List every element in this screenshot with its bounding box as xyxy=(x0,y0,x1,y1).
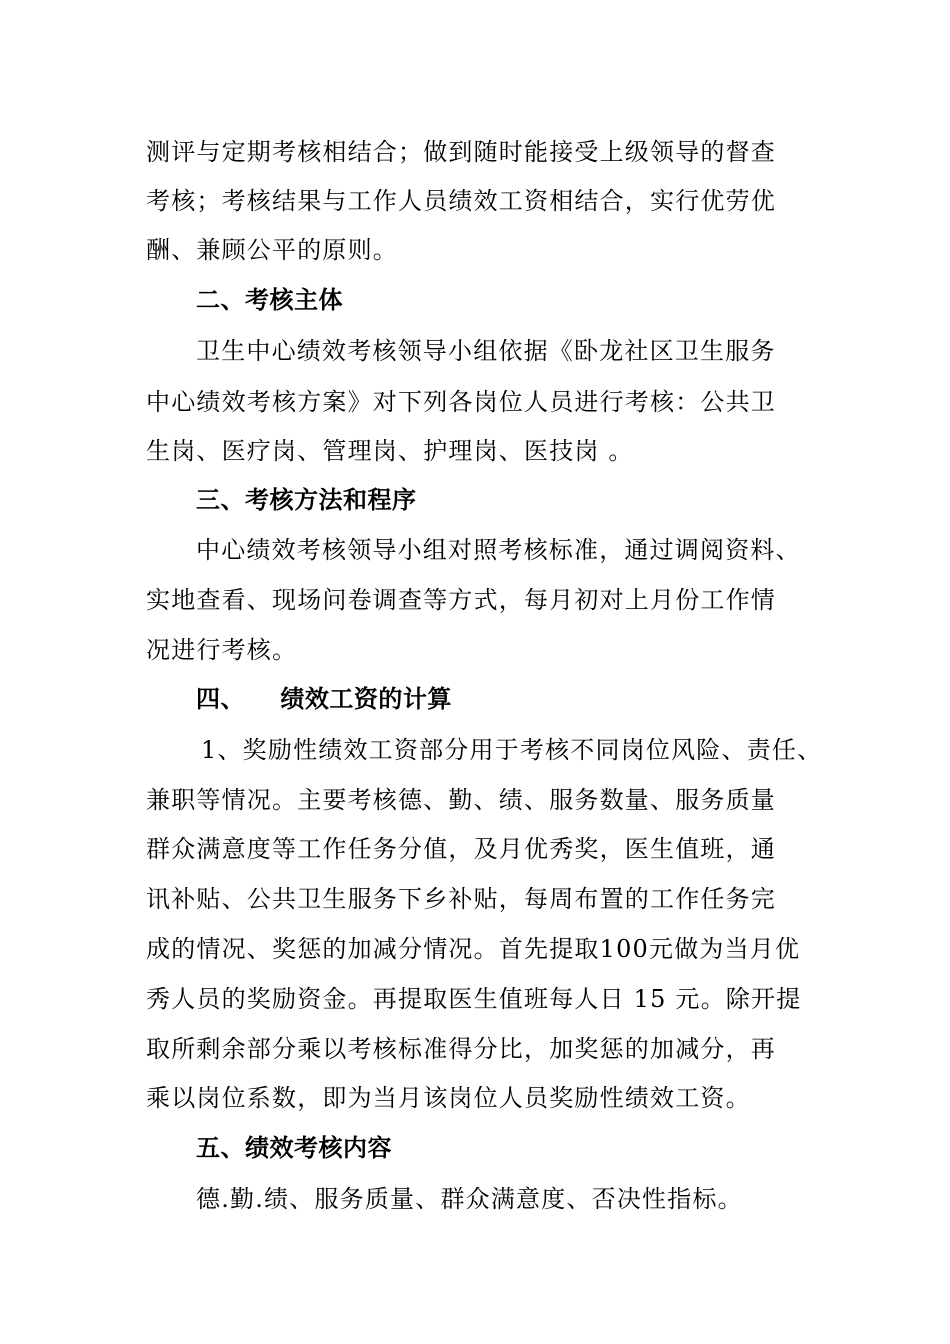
paragraph-line: 况进行考核。 xyxy=(146,636,298,664)
paragraph-line: 取所剩余部分乘以考核标准得分比，加奖惩的加减分，再 xyxy=(146,1035,776,1063)
paragraph-line: 秀人员的奖励资金。再提取医生值班每人日 15 元。除开提 xyxy=(146,985,802,1013)
section-heading: 五、绩效考核内容 xyxy=(196,1133,392,1162)
paragraph-line: 乘以岗位系数，即为当月该岗位人员奖励性绩效工资。 xyxy=(146,1084,751,1112)
paragraph-line: 德.勤.绩、服务质量、群众满意度、否决性指标。 xyxy=(196,1185,743,1213)
section-heading: 三、考核方法和程序 xyxy=(196,485,417,514)
paragraph-line: 讯补贴、公共卫生服务下乡补贴，每周布置的工作任务完 xyxy=(146,885,776,913)
paragraph-line: 酬、兼顾公平的原则。 xyxy=(146,236,398,264)
paragraph-line: 考核；考核结果与工作人员绩效工资相结合，实行优劳优 xyxy=(146,187,776,215)
paragraph-line: 中心绩效考核方案》对下列各岗位人员进行考核：公共卫 xyxy=(146,388,776,416)
paragraph-line: 成的情况、奖惩的加减分情况。首先提取100元做为当月优 xyxy=(146,935,801,963)
paragraph-line: 兼职等情况。主要考核德、勤、绩、服务数量、服务质量 xyxy=(146,786,776,814)
section-heading: 四、 绩效工资的计算 xyxy=(196,684,452,713)
paragraph-line: 卫生中心绩效考核领导小组依据《卧龙社区卫生服务 xyxy=(196,337,776,365)
section-heading: 二、考核主体 xyxy=(196,285,343,314)
paragraph-line: 群众满意度等工作任务分值，及月优秀奖，医生值班，通 xyxy=(146,835,776,863)
paragraph-line: 生岗、医疗岗、管理岗、护理岗、医技岗 。 xyxy=(146,437,634,465)
paragraph-line: 实地查看、现场问卷调查等方式，每月初对上月份工作情 xyxy=(146,586,776,614)
paragraph-line: 1、奖励性绩效工资部分用于考核不同岗位风险、责任、 xyxy=(201,736,823,764)
paragraph-line: 中心绩效考核领导小组对照考核标准，通过调阅资料、 xyxy=(196,536,801,564)
paragraph-line: 测评与定期考核相结合；做到随时能接受上级领导的督查 xyxy=(146,138,776,166)
